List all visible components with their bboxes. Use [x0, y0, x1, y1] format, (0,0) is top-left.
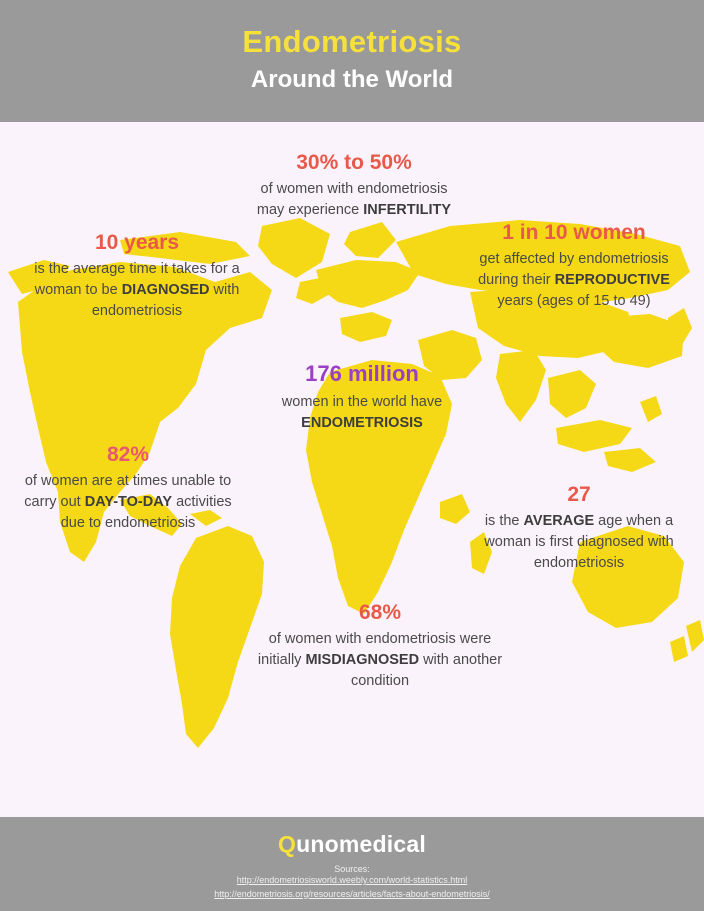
stat-82-percent-headline: 82% [106, 443, 150, 466]
brand-logo-initial: Q [278, 831, 297, 857]
stat-30-to-50-body: of women with endometriosis may experience INFERTILITY [256, 181, 452, 219]
stat-10-years-headline: 10 years [94, 231, 180, 254]
stat-1-in-10-women-headline: 1 in 10 women [502, 221, 646, 244]
stat-82-percent-body: of women are at times unable to carry out DAY-TO-DAY activities due to endometriosis [24, 473, 232, 532]
stat-68-percent-body: of women with endometriosis were initially MISDIAGNOSED with another condition [257, 631, 503, 690]
stat-176-million-body: women in the world have ENDOMETRIOSIS [281, 393, 443, 431]
page-subtitle: Around the World [250, 66, 454, 93]
stat-82-percent [20, 442, 236, 534]
sources-label: Sources: [334, 864, 370, 874]
stat-27-body: is the AVERAGE age when a woman is first diagnosed with endometriosis [484, 513, 674, 572]
brand-logo-name: unomedical [296, 831, 426, 857]
stat-30-to-50-headline: 30% to 50% [296, 151, 412, 174]
poster-body [0, 122, 704, 817]
page-title: Endometriosis [242, 24, 462, 59]
stat-1-in-10-women [466, 220, 682, 312]
stat-1-in-10-women-body: get affected by endometriosis during their REPRODUCTIVE years (ages of 15 to 49) [478, 251, 670, 310]
stat-30-to-50 [248, 150, 460, 221]
poster-header [0, 0, 704, 122]
stat-68-percent-headline: 68% [358, 601, 402, 624]
source-link-1[interactable]: http://endometriosisworld.weebly.com/world-statistics.html [236, 875, 468, 885]
poster-footer [0, 817, 704, 911]
brand-logo [0, 817, 704, 858]
stat-176-million [272, 360, 452, 434]
stat-10-years-body: is the average time it takes for a woman to be DIAGNOSED with endometriosis [34, 261, 240, 320]
stat-68-percent [250, 600, 510, 692]
stat-27 [476, 482, 682, 574]
stat-176-million-headline: 176 million [305, 361, 419, 386]
stat-27-headline: 27 [567, 483, 591, 506]
source-link-2[interactable]: http://endometriosis.org/resources/articles/facts-about-endometriosis/ [214, 888, 490, 899]
stat-10-years [22, 230, 252, 322]
